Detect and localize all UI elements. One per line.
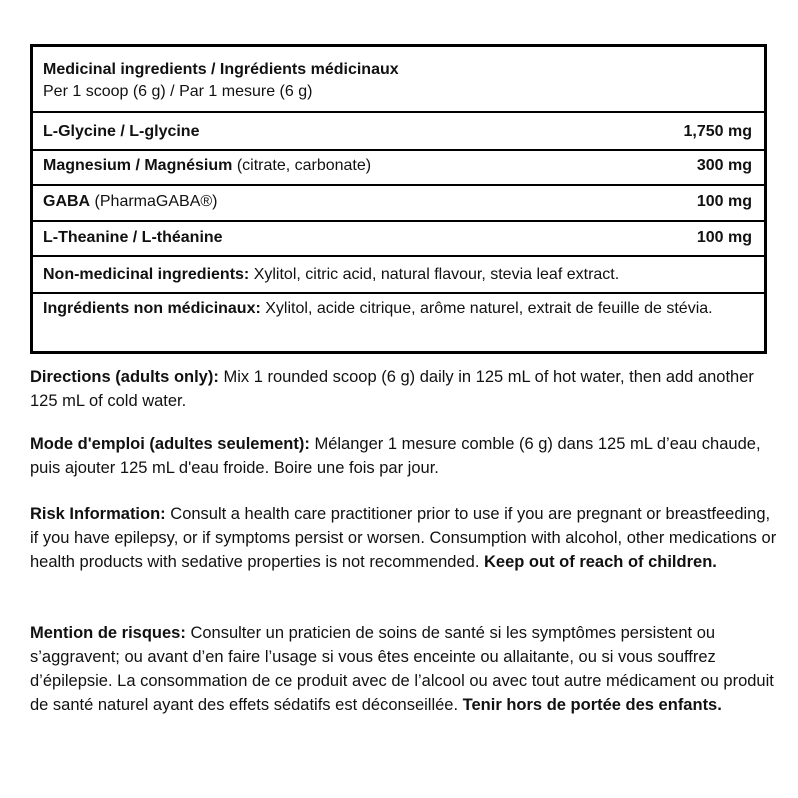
non-medicinal-ingredients-en xyxy=(43,264,752,286)
risk-en-label: Risk Information: xyxy=(30,505,166,523)
ingredient-name: L-Glycine / L-glycine xyxy=(43,123,200,140)
non-medicinal-label-fr: Ingrédients non médicinaux: xyxy=(43,300,261,317)
ingredient-row xyxy=(43,155,752,177)
non-medicinal-ingredients-fr xyxy=(43,298,752,320)
directions-en xyxy=(30,365,780,413)
ingredient-amount: 1,750 mg xyxy=(683,123,752,140)
ingredient-detail: (citrate, carbonate) xyxy=(232,157,372,174)
divider xyxy=(33,184,764,186)
divider xyxy=(33,292,764,294)
risk-information-en xyxy=(30,502,780,574)
box-header xyxy=(43,59,399,103)
ingredient-name: Magnesium / Magnésium xyxy=(43,157,233,174)
ingredient-amount: 100 mg xyxy=(696,229,752,246)
divider xyxy=(33,220,764,222)
divider xyxy=(33,255,764,257)
medicinal-ingredients-box xyxy=(30,44,767,354)
non-medicinal-label-en: Non-medicinal ingredients: xyxy=(43,266,250,283)
serving-size: Per 1 scoop (6 g) / Par 1 mesure (6 g) xyxy=(43,83,313,100)
ingredient-row xyxy=(43,227,752,249)
directions-fr-text: Mélanger 1 mesure comble (6 g) dans 125 mL d’eau chaude, puis ajouter 125 mL d'eau froide. Boire une fois par jour. xyxy=(30,435,761,477)
risk-information-fr xyxy=(30,621,780,717)
non-medicinal-text-en: Xylitol, citric acid, natural flavour, stevia leaf extract. xyxy=(249,266,620,283)
ingredient-name: L-Theanine / L-théanine xyxy=(43,229,223,246)
divider xyxy=(33,149,764,151)
non-medicinal-text-fr: Xylitol, acide citrique, arôme naturel, extrait de feuille de stévia. xyxy=(260,300,713,317)
ingredient-amount: 300 mg xyxy=(696,157,752,174)
directions-en-label: Directions (adults only): xyxy=(30,368,219,386)
directions-fr xyxy=(30,432,780,480)
divider xyxy=(33,111,764,113)
ingredient-row xyxy=(43,121,752,143)
ingredient-amount: 100 mg xyxy=(696,193,752,210)
risk-fr-warning: Tenir hors de portée des enfants. xyxy=(462,696,722,714)
risk-fr-text: Consulter un praticien de soins de santé si les symptômes persistent ou s’aggravent; ou avant d’en faire l’usage si vous êtes enceinte ou allaitante, ou si vous souffrez d’épilepsie. La consommation de ce produit avec de l’alcool ou avec tout autre médicament ou produit de santé naturel ayant des effets sédatifs est déconseillée. xyxy=(30,624,774,714)
ingredient-row xyxy=(43,191,752,213)
risk-fr-label: Mention de risques: xyxy=(30,624,186,642)
directions-fr-label: Mode d'emploi (adultes seulement): xyxy=(30,435,310,453)
ingredients-heading: Medicinal ingredients / Ingrédients médicinaux xyxy=(43,61,399,78)
ingredient-name: GABA xyxy=(43,193,91,210)
risk-en-warning: Keep out of reach of children. xyxy=(484,553,717,571)
directions-en-text: Mix 1 rounded scoop (6 g) daily in 125 mL of hot water, then add another 125 mL of cold water. xyxy=(30,368,754,410)
ingredient-detail: (PharmaGABA®) xyxy=(90,193,218,210)
risk-en-text: Consult a health care practitioner prior to use if you are pregnant or breastfeeding, if you have epilepsy, or if symptoms persist or worsen. Consumption with alcohol, other medications or health products with sedative properties is not recommended. xyxy=(30,505,777,571)
